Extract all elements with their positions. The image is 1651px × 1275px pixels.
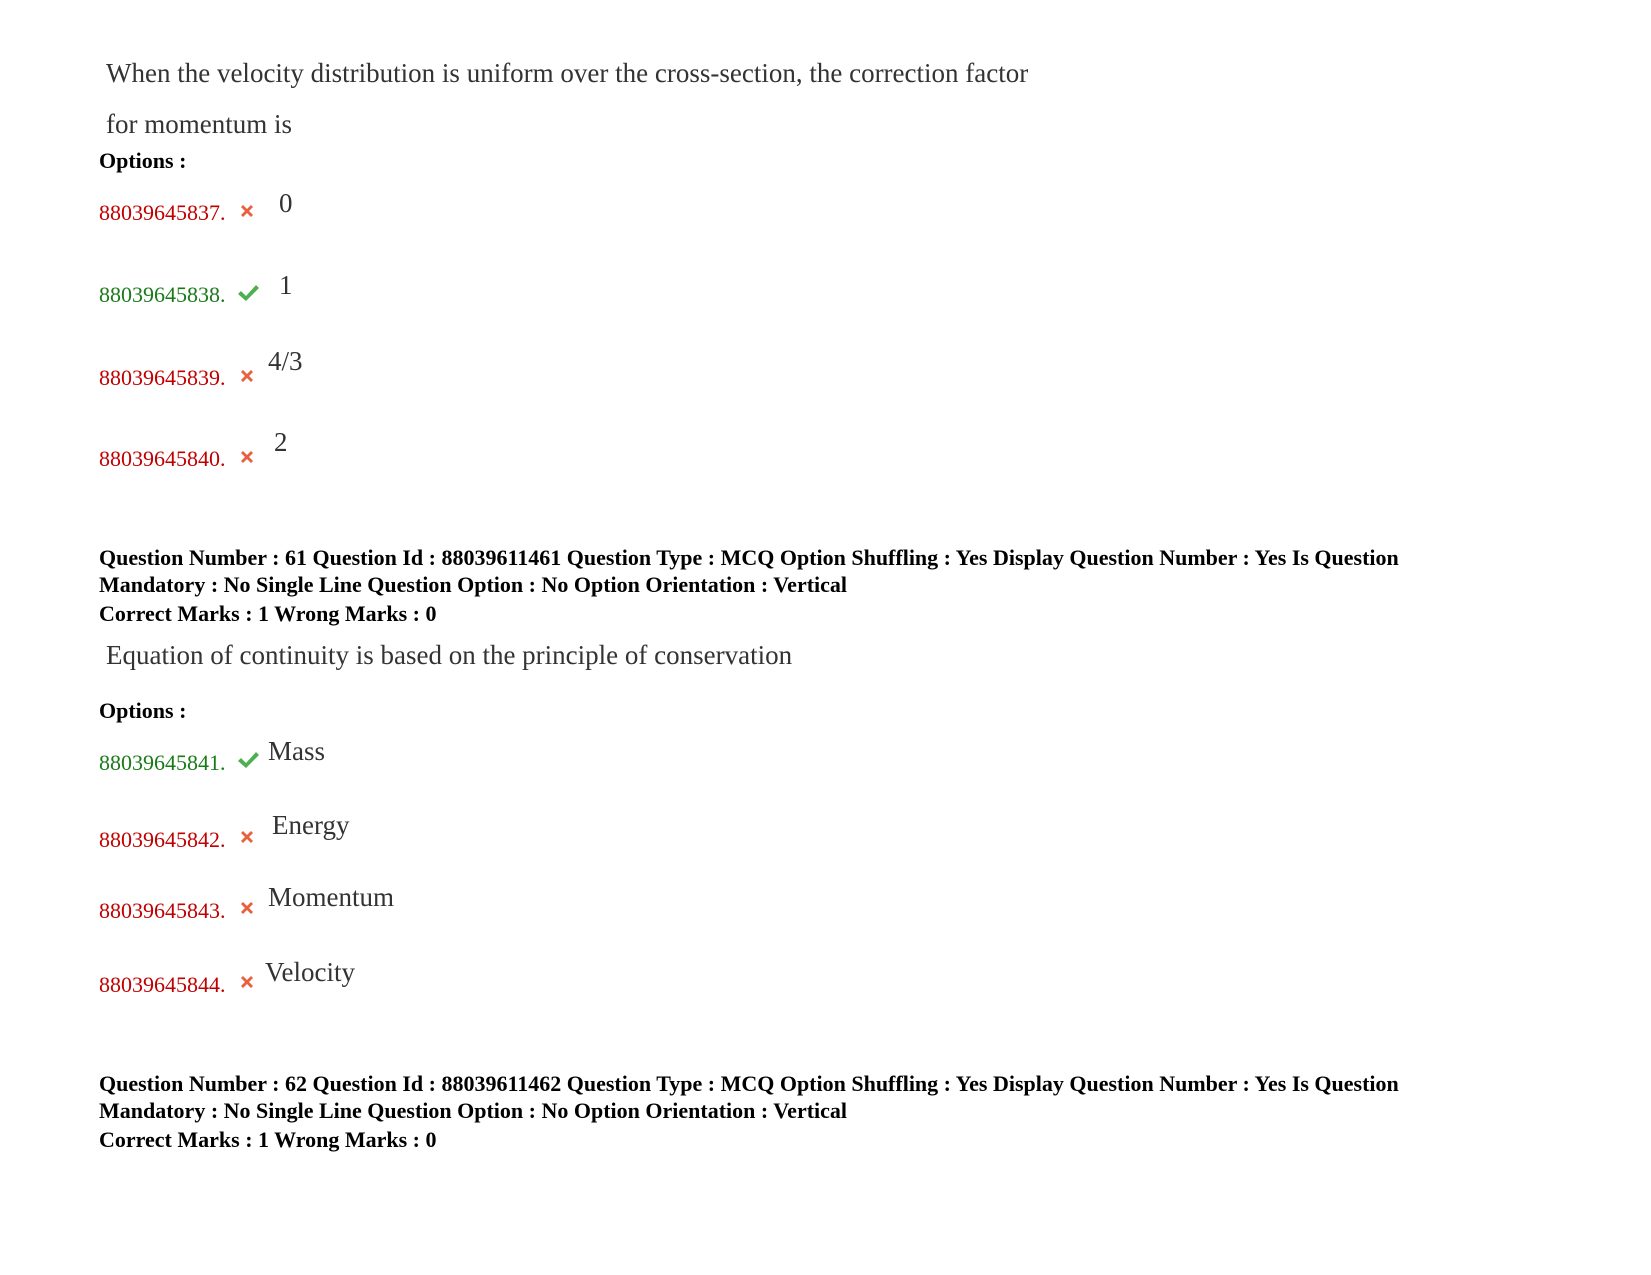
option-id: 88039645839. xyxy=(99,365,226,390)
cross-icon xyxy=(238,448,256,466)
check-icon xyxy=(236,750,260,770)
option-value: 4/3 xyxy=(268,346,303,376)
options-label: Options : xyxy=(99,148,187,173)
question-meta-line: Question Number : 61 Question Id : 88039611461 Question Type : MCQ Option Shuffling : Yes Display Question Number : Yes Is Question xyxy=(99,545,1399,570)
option-id: 88039645838. xyxy=(99,282,226,307)
option-row xyxy=(99,365,226,391)
check-icon xyxy=(236,283,260,303)
option-row xyxy=(99,750,226,776)
question-meta-line: Question Number : 62 Question Id : 88039611462 Question Type : MCQ Option Shuffling : Yes Display Question Number : Yes Is Question xyxy=(99,1071,1399,1096)
cross-icon xyxy=(238,973,256,991)
cross-icon xyxy=(238,367,256,385)
option-row xyxy=(99,898,226,924)
option-value: Mass xyxy=(268,736,326,766)
cross-icon xyxy=(238,828,256,846)
cross-icon xyxy=(238,899,256,917)
option-id: 88039645840. xyxy=(99,446,226,471)
option-row xyxy=(99,282,226,308)
cross-icon xyxy=(238,202,256,220)
option-row xyxy=(99,827,226,853)
option-value: Energy xyxy=(272,810,350,840)
question-text-line: When the velocity distribution is uniform over the cross-section, the correction factor xyxy=(106,58,1029,88)
marks-info: Correct Marks : 1 Wrong Marks : 0 xyxy=(99,1127,437,1152)
option-id: 88039645837. xyxy=(99,200,226,225)
marks-info: Correct Marks : 1 Wrong Marks : 0 xyxy=(99,601,437,626)
option-value: Momentum xyxy=(268,882,394,912)
option-value: Velocity xyxy=(265,957,355,987)
option-value: 1 xyxy=(279,270,293,300)
question-meta-line: Mandatory : No Single Line Question Option : No Option Orientation : Vertical xyxy=(99,572,848,597)
option-row xyxy=(99,446,226,472)
option-id: 88039645842. xyxy=(99,827,226,852)
question-meta-line: Mandatory : No Single Line Question Option : No Option Orientation : Vertical xyxy=(99,1098,848,1123)
question-text-line: for momentum is xyxy=(106,109,292,139)
option-id: 88039645843. xyxy=(99,898,226,923)
options-label: Options : xyxy=(99,698,187,723)
option-value: 0 xyxy=(279,188,293,218)
option-row xyxy=(99,972,226,998)
option-id: 88039645844. xyxy=(99,972,226,997)
question-text: Equation of continuity is based on the principle of conservation xyxy=(106,640,793,670)
question-meta xyxy=(99,544,1559,598)
option-id: 88039645841. xyxy=(99,750,226,775)
option-row xyxy=(99,200,226,226)
option-value: 2 xyxy=(274,427,288,457)
question-meta xyxy=(99,1070,1559,1124)
